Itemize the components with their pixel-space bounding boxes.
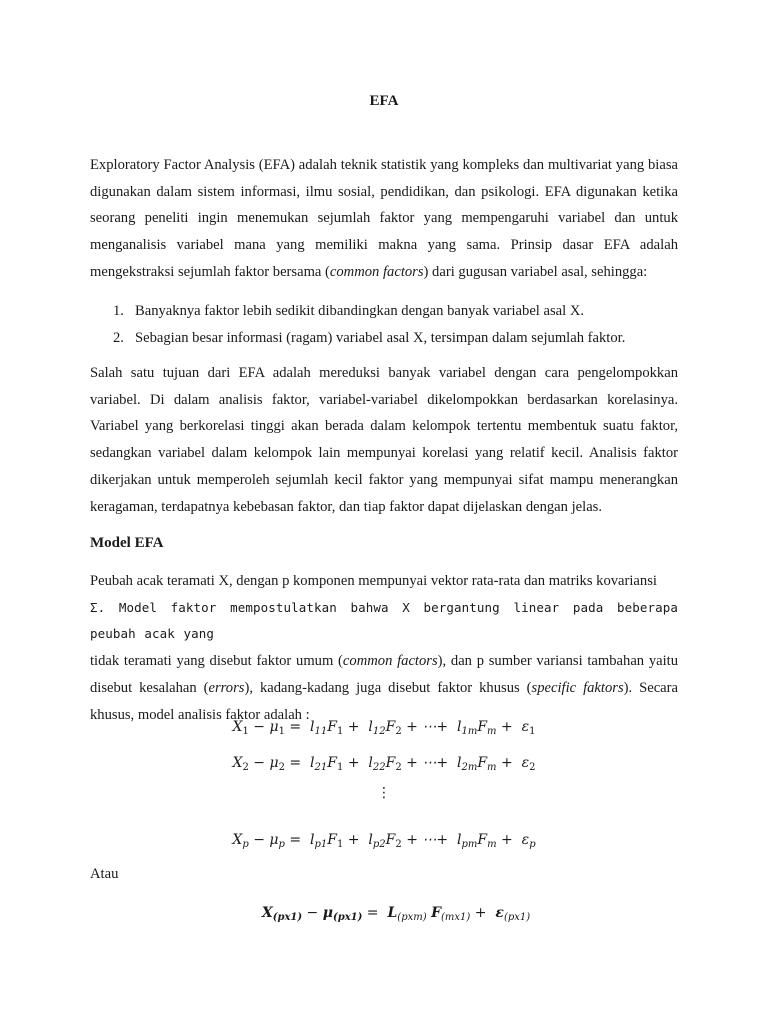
atau-label: Atau <box>90 866 119 882</box>
list-item-text: Banyaknya faktor lebih sedikit dibandingkan dengan banyak variabel asal X. <box>135 303 585 319</box>
equation-2: $X_2 - \mu_2 = l_{21}F_1 + l_{22}F_2$ + ⋯+ $l_{2m}F_m + \varepsilon_2$ <box>232 755 536 773</box>
purpose-paragraph: Salah satu tujuan dari EFA adalah mereduksi banyak variabel dengan cara pengelompokkan variabel. Di dalam analisis faktor, variabel-variabel dikelompokkan berdasarkan korelasinya. Variabel yang berkorelasi tinggi akan berada dalam kelompok tertentu membentuk suatu faktor, sedangkan variabel dalam kelompok lain mempunyai korelasi yang relatif kecil. Analisis faktor dikerjakan untuk memperoleh sejumlah kecil faktor yang mempunyai sifat mampu menerangkan keragaman, terdapatnya kebebasan faktor, dan tiap faktor dapat dijelaskan dengan jelas. <box>90 365 678 515</box>
vertical-ellipsis: ⋮ <box>377 785 391 801</box>
page-title: EFA <box>369 93 399 109</box>
list-item-number: 1. <box>113 303 124 319</box>
equation-matrix: $X_{(px1)} - \mu_{(px1)} = L_{(pxm)}$ $F_{(mx1)} + \varepsilon_{(px1)}$ <box>261 905 531 923</box>
list-item <box>90 325 678 352</box>
section-heading: Model EFA <box>90 535 164 551</box>
equation-1: $X_1 - \mu_1 = l_{11}F_1 + l_{12}F_2$ + ⋯+ $l_{1m}F_m + \varepsilon_1$ <box>232 719 536 737</box>
document-page <box>90 0 678 1024</box>
model-text-2: tidak teramati yang disebut faktor umum ( <box>90 653 343 670</box>
intro-text-2: ) dari gugusan variabel asal, sehingga: <box>423 263 648 280</box>
model-text-3: ), dan p sumber variansi tambahan yaitu disebut kesalahan ( <box>90 653 679 696</box>
intro-text-1: Exploratory Factor Analysis (EFA) adalah teknik statistik yang kompleks dan multivariat yang biasa digunakan dalam sistem informasi, ilmu sosial, pendidikan, dan psikologi. EFA digunakan ketika seorang peneliti ingin menemukan sejumlah faktor yang mempengaruhi variabel dan untuk menganalisis variabel mana yang memiliki makna yang sama. Prinsip dasar EFA adalah mengekstraksi sejumlah faktor bersama ( <box>90 157 678 280</box>
model-text-1: Peubah acak teramati X, dengan p komponen mempunyai vektor rata-rata dan matriks kovariansi <box>90 573 657 589</box>
model-text-4: ), kadang-kadang juga disebut faktor khusus ( <box>244 679 532 696</box>
intro-paragraph <box>90 152 678 286</box>
model-sigma-line: Σ. Model faktor mempostulatkan bahwa X bergantung linear pada beberapa peubah acak yang <box>90 599 678 642</box>
model-italic-3: specific faktors <box>531 679 624 696</box>
model-text-5: ). Secara khusus, model analisis faktor adalah : <box>90 679 678 723</box>
model-italic-1: common factors <box>342 653 438 670</box>
equation-p: $X_p - \mu_p = l_{p1}F_1 + l_{p2}F_2$ + ⋯+ $l_{pm}F_m + \varepsilon_p$ <box>232 832 536 850</box>
intro-italic: common factors <box>329 263 424 280</box>
model-italic-2: errors <box>208 679 245 696</box>
list-item-text: Sebagian besar informasi (ragam) variabel asal X, tersimpan dalam sejumlah faktor. <box>135 329 626 346</box>
numbered-list <box>90 298 678 351</box>
list-item-number: 2. <box>113 329 124 346</box>
list-item <box>90 298 678 325</box>
model-paragraph <box>90 568 678 728</box>
